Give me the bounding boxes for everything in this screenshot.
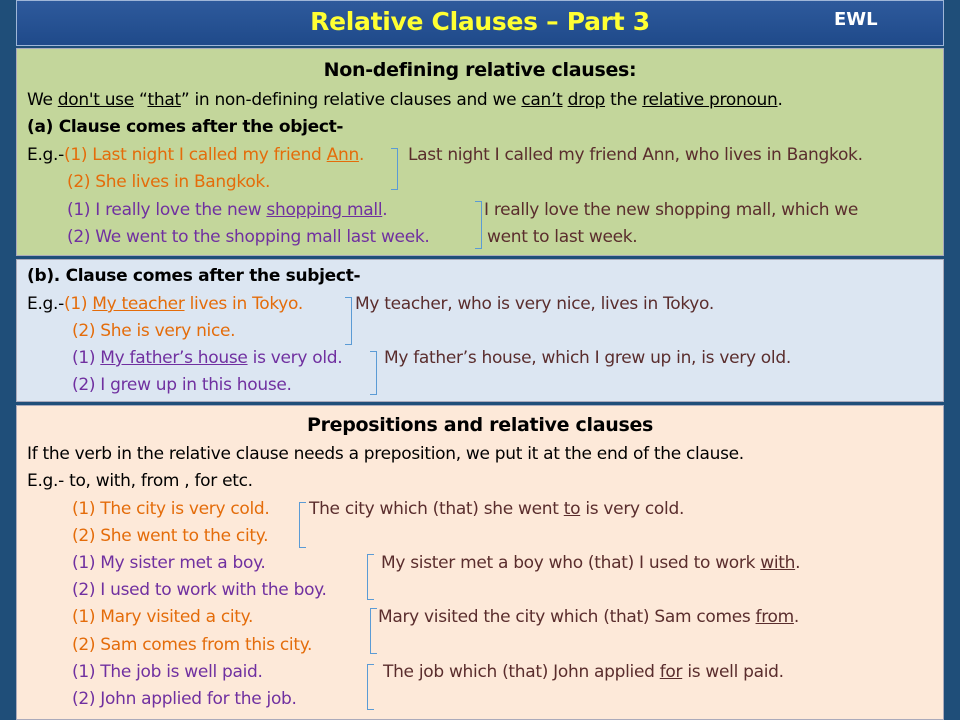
result-text: . [795,553,801,573]
preposition-underline: for [659,662,683,682]
rule-underline: don't use [57,90,134,110]
sentence-text: (1) [72,348,101,368]
title-bar [16,0,944,46]
result-text: is well paid. [682,662,784,682]
example-5b: (2) She went to the city. [72,526,269,546]
example-2-result-line2: went to last week. [487,227,638,247]
example-5a: (1) The city is very cold. [72,499,270,519]
rule-underline: that [147,90,181,110]
page-title: Relative Clauses – Part 3 [310,7,650,36]
sentence-underline: My father’s house [100,348,248,368]
result-text: is very cold. [580,499,685,519]
eg-label: E.g.- [27,145,64,165]
sentence-text: (1) Last night I called my friend [63,145,327,165]
bracket [370,608,377,654]
rule-text: ” in non-defining relative clauses and we [180,90,522,110]
sentence-underline: My teacher [92,294,185,314]
section1-rule [27,87,783,114]
sentence-underline: shopping mall [266,200,383,220]
result-text: The job which (that) John applied [383,662,660,682]
example-7a: (1) Mary visited a city. [72,607,254,627]
rule-underline: drop [567,90,606,110]
result-text: My sister met a boy who (that) I used to work [381,553,761,573]
preposition-underline: from [755,607,794,627]
eg-label: E.g.- [27,294,64,314]
brand-logo: EWL [834,9,878,30]
result-text: . [793,607,800,627]
example-1-result: Last night I called my friend Ann, who lives in Bangkok. [408,145,863,165]
section1-heading: Non-defining relative clauses: [323,59,637,81]
preposition-underline: with [760,553,796,573]
bracket [345,297,352,345]
section1-subheading: (a) Clause comes after the object- [27,117,344,137]
example-5-result [309,496,684,523]
rule-text: . [777,90,783,110]
rule-text: the [605,90,643,110]
section2-subheading: (b). Clause comes after the subject- [27,266,361,286]
sentence-underline: Ann [326,145,359,165]
example-6a: (1) My sister met a boy. [72,553,266,573]
bracket [391,148,398,190]
bracket [475,201,482,249]
example-4-result: My father’s house, which I grew up in, is very old. [384,348,791,368]
bracket [367,554,374,600]
bracket [370,351,377,395]
example-2-result-line1: I really love the new shopping mall, which we [484,200,859,220]
result-text: The city which (that) she went [309,499,564,519]
example-4a [72,345,342,372]
example-2b: (2) We went to the shopping mall last week. [67,227,430,247]
section-after-subject [16,259,944,402]
rule-underline: can’t [521,90,563,110]
example-3b: (2) She is very nice. [72,321,236,341]
section-prepositions [16,405,944,720]
example-1b: (2) She lives in Bangkok. [67,172,271,192]
section3-rule: If the verb in the relative clause needs a preposition, we put it at the end of the clause. [27,444,744,464]
sentence-text: lives in Tokyo. [184,294,303,314]
preposition-underline: to [563,499,581,519]
section3-heading: Prepositions and relative clauses [306,414,654,436]
example-3a [27,291,303,318]
example-6b: (2) I used to work with the boy. [72,580,327,600]
bracket [299,502,306,548]
rule-text: We [27,90,58,110]
result-text: Mary visited the city which (that) Sam comes [378,607,756,627]
example-1a [27,142,364,169]
section3-eg: E.g.- to, with, from , for etc. [27,471,253,491]
example-2a [67,197,387,224]
sentence-text: (1) [63,294,93,314]
sentence-text: . [382,200,388,220]
example-3-result: My teacher, who is very nice, lives in Tokyo. [355,294,714,314]
section-non-defining [16,48,944,256]
example-8b: (2) John applied for the job. [72,689,297,709]
rule-text: “ [133,90,148,110]
example-8a: (1) The job is well paid. [72,662,263,682]
example-4b: (2) I grew up in this house. [72,375,292,395]
example-6-result [381,550,800,577]
sentence-text: is very old. [247,348,343,368]
example-7b: (2) Sam comes from this city. [72,635,313,655]
rule-underline: relative pronoun [642,90,778,110]
sentence-text: . [358,145,365,165]
sentence-text: (1) I really love the new [67,200,267,220]
bracket [367,664,374,710]
example-7-result [378,604,799,631]
example-8-result [383,659,784,686]
